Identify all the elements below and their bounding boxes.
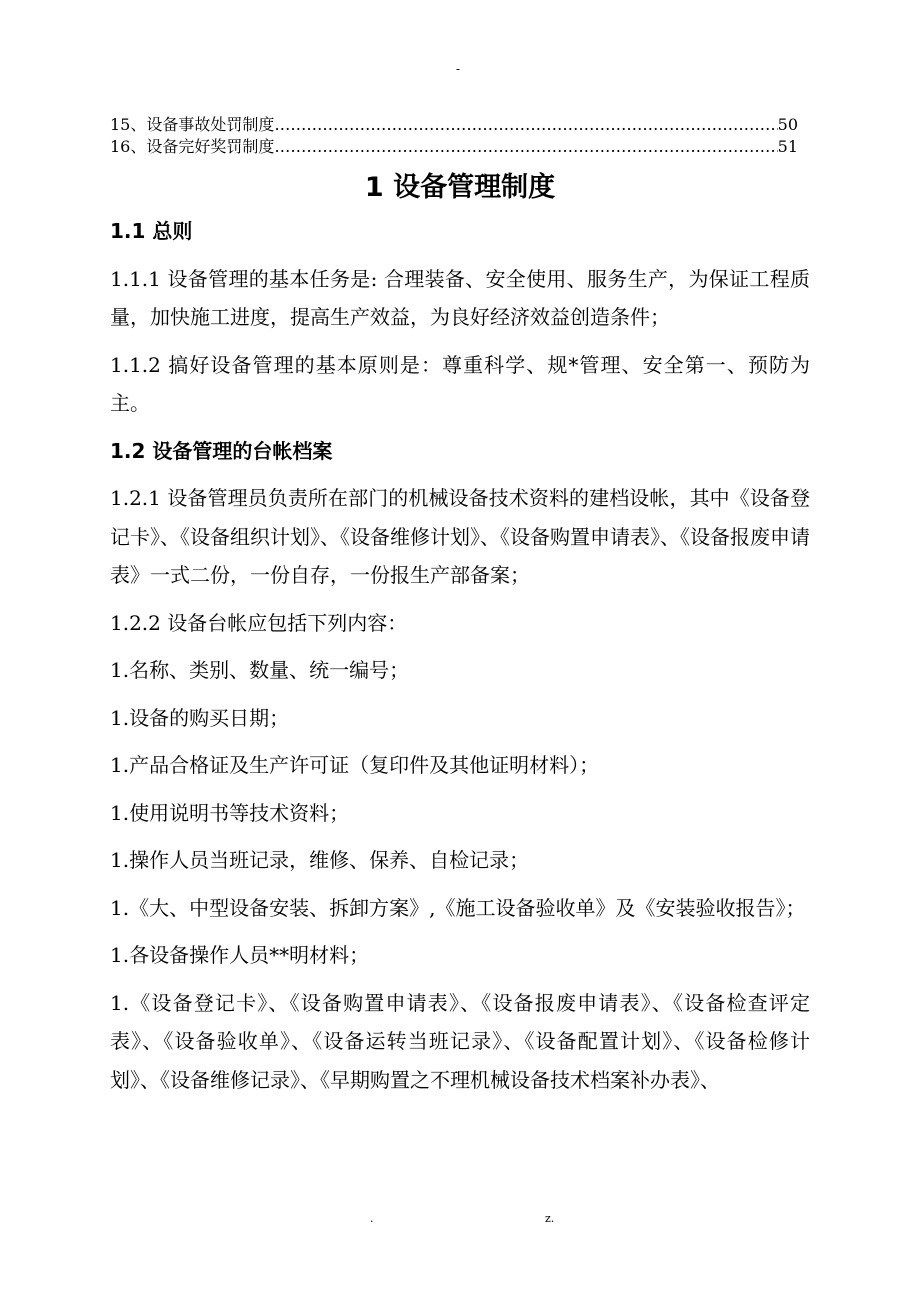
toc-page-number: 51	[777, 137, 798, 156]
toc-label: 16、设备完好奖罚制度	[110, 137, 275, 156]
footer-left-mark: .	[370, 1212, 374, 1225]
toc-leader-dots	[274, 137, 777, 156]
list-item: 1.《设备登记卡》、《设备购置申请表》、《设备报废申请表》、《设备检查评定表》、《设备验收单》、《设备运转当班记录》、《设备配置计划》、《设备检修计划》、《设备维修记录》、《早期购置之不理机械设备技术档案补办表》、	[110, 990, 810, 1092]
chapter-title: 1 设备管理制度	[364, 172, 556, 203]
list-item: 1.操作人员当班记录，维修、保养、自检记录；	[110, 848, 530, 872]
toc-leader-dots	[274, 115, 777, 134]
paragraph: 1.1.2 搞好设备管理的基本原则是：尊重科学、规*管理、安全第一、预防为主。	[110, 352, 810, 415]
table-of-contents	[110, 112, 798, 156]
toc-row[interactable]	[110, 112, 798, 134]
section-heading: 1.2 设备管理的台帐档案	[110, 438, 333, 463]
list-item: 1.各设备操作人员**明材料；	[110, 943, 370, 967]
section-heading: 1.1 总则	[110, 219, 193, 243]
list-item: 1.名称、类别、数量、统一编号；	[110, 658, 410, 682]
document-body	[110, 212, 810, 1108]
header-mark: -	[456, 62, 461, 76]
list-item: 1.设备的购买日期；	[110, 705, 290, 730]
footer-right-mark: z.	[545, 1212, 555, 1225]
toc-page-number: 50	[777, 115, 798, 134]
toc-row[interactable]	[110, 134, 798, 156]
list-item: 1.使用说明书等技术资料；	[110, 800, 350, 825]
list-item: 1.产品合格证及生产许可证（复印件及其他证明材料）；	[110, 753, 600, 777]
paragraph: 1.2.2 设备台帐应包括下列内容：	[110, 610, 408, 635]
list-item: 1.《大、中型设备安装、拆卸方案》,《施工设备验收单》及《安装验收报告》；	[110, 895, 806, 920]
toc-label: 15、设备事故处罚制度	[110, 115, 275, 134]
paragraph: 1.2.1 设备管理员负责所在部门的机械设备技术资料的建档设帐，其中《设备登记卡》、《设备组织计划》、《设备维修计划》、《设备购置申请表》、《设备报废申请表》一式二份，一份自存，一份报生产部备案；	[110, 486, 810, 587]
paragraph: 1.1.1 设备管理的基本任务是: 合理装备、安全使用、服务生产，为保证工程质量，加快施工进度，提高生产效益，为良好经济效益创造条件；	[110, 266, 810, 329]
